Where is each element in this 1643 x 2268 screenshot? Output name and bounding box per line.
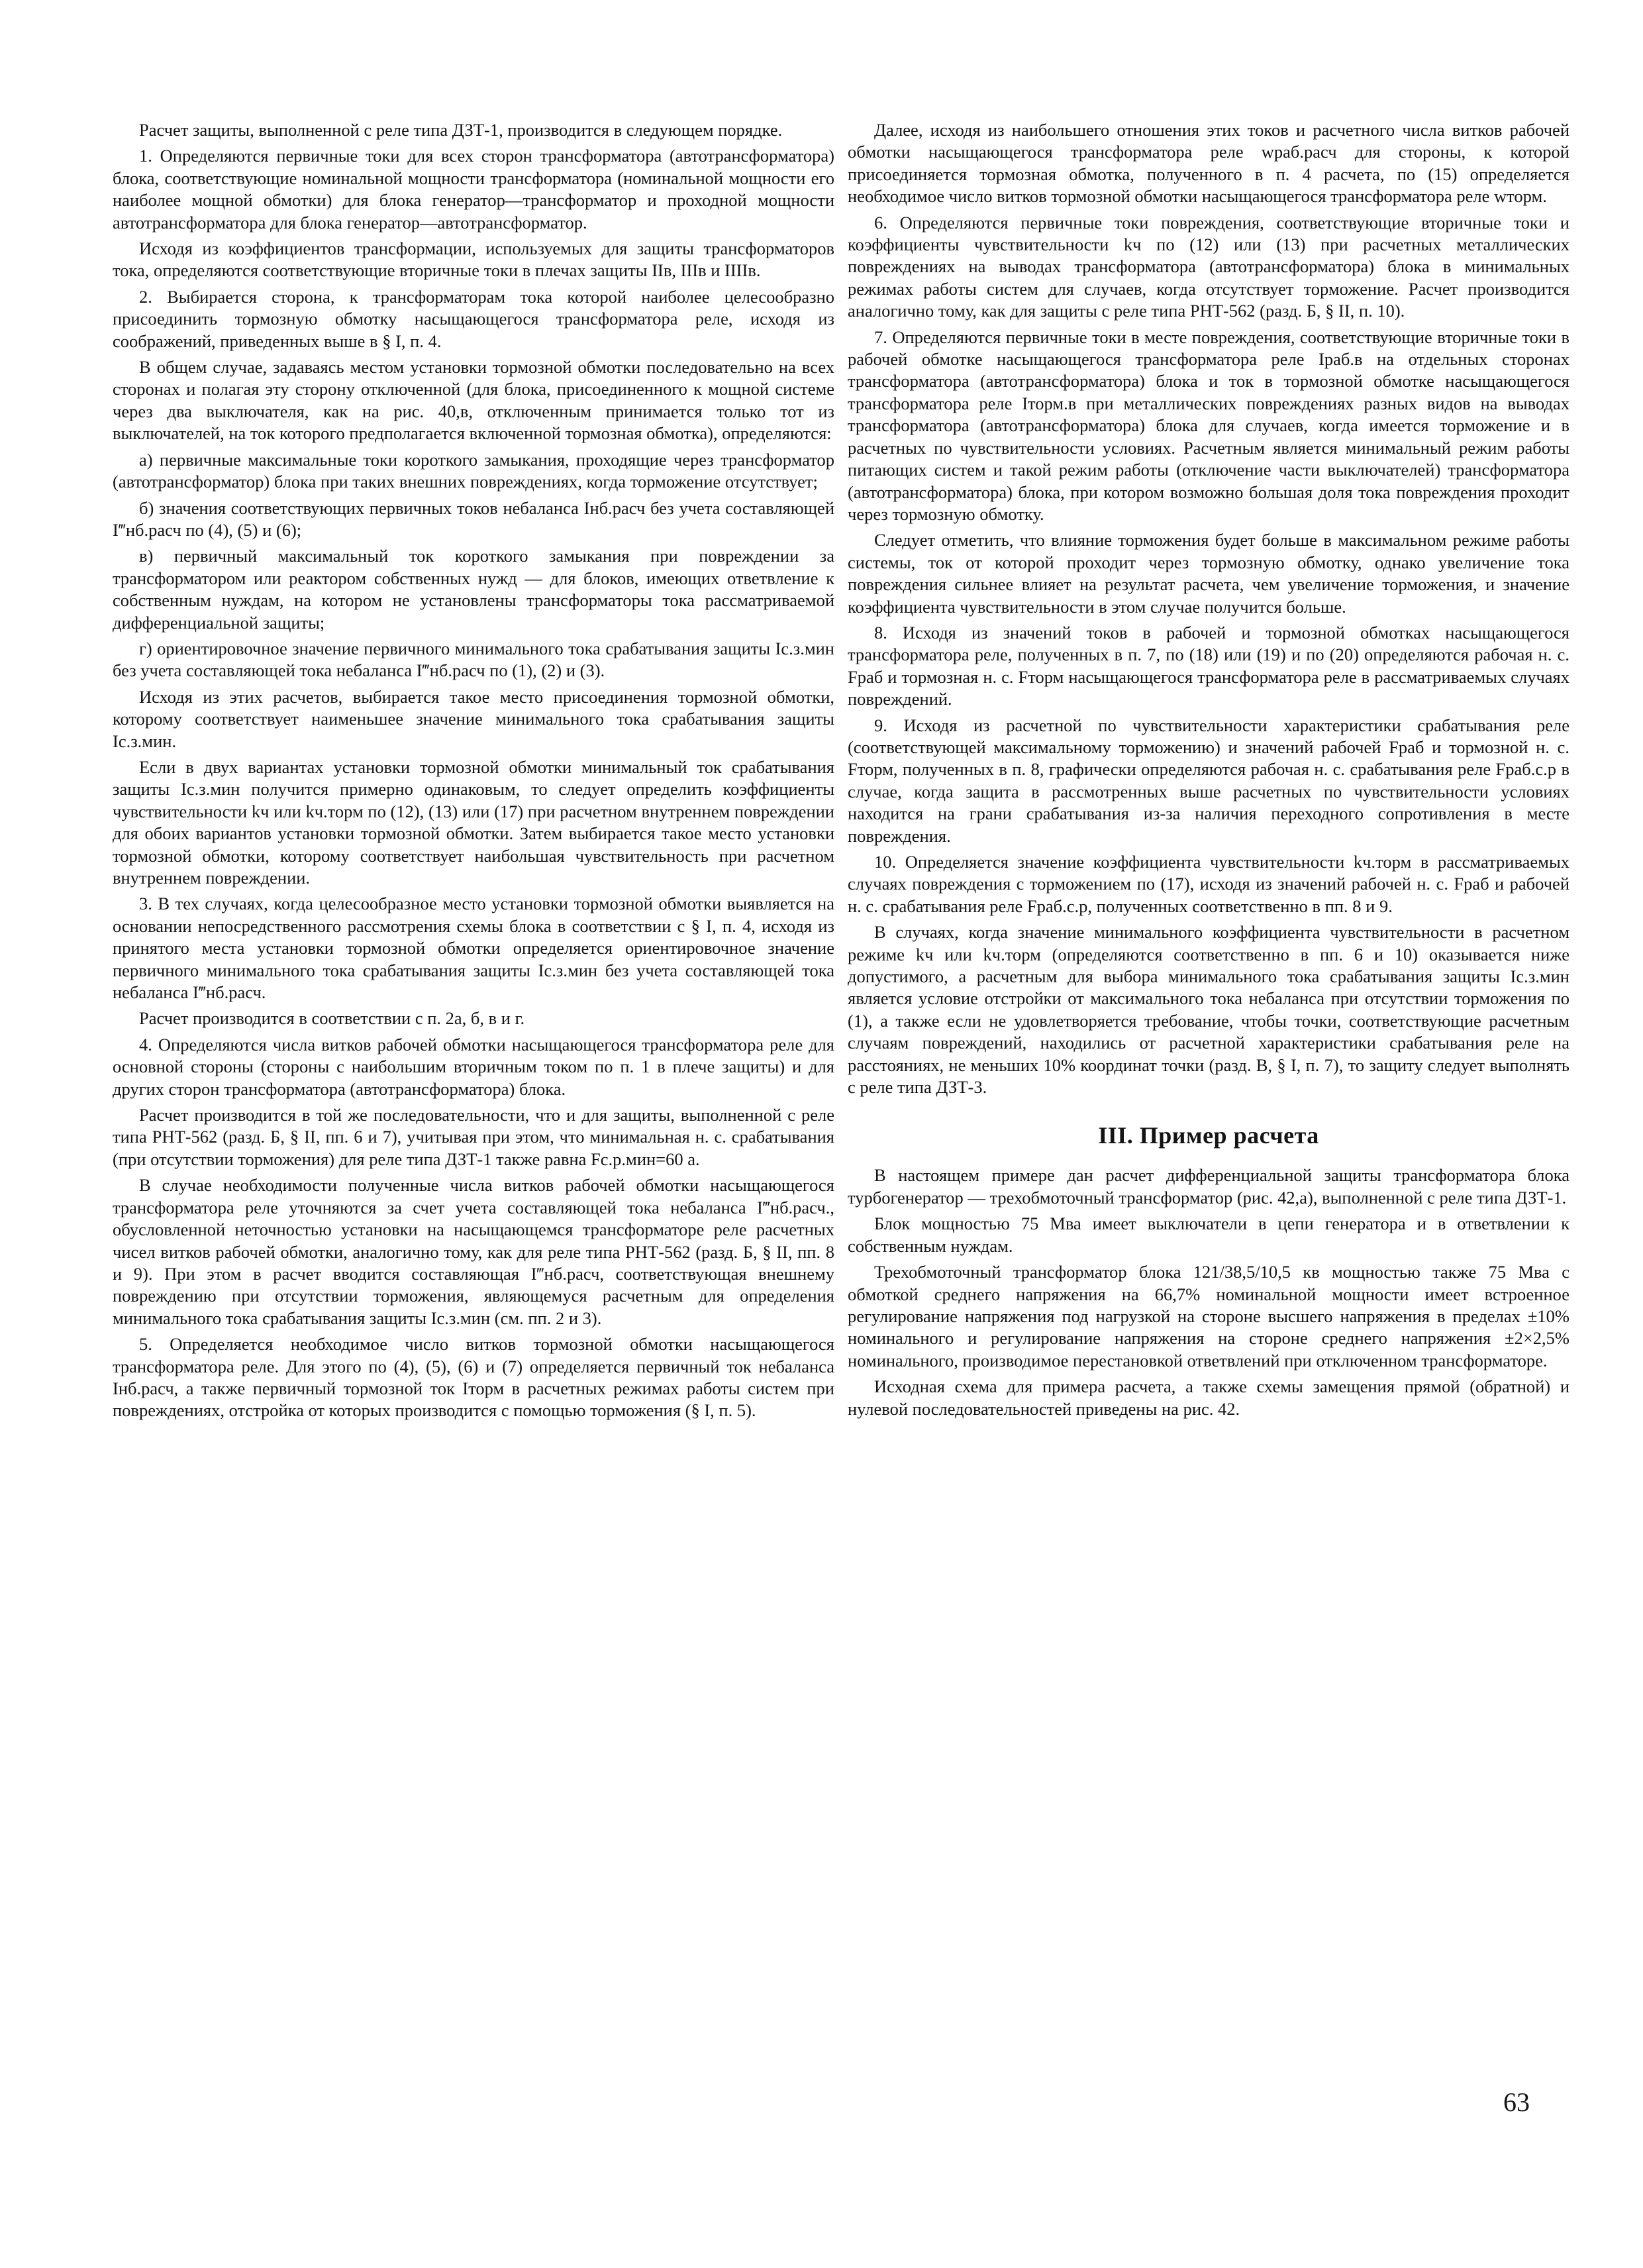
paragraph: В случае необходимости полученные числа витков рабочей обмотки насыщающегося трансформатора реле уточняются за счет учета составляющей тока небаланса I‴нб.расч., обусловленной неточностью установки на насыщающемся трансформаторе реле расчетных чисел витков рабочей обмотки, аналогично тому, как для реле типа РНТ-562 (разд. Б, § II, пп. 8 и 9). При этом в расчет вводится составляющая I‴нб.расч, соответствующая внешнему повреждению при отсутствии торможения, являющемуся расчетным для определения минимального тока срабатывания защиты Iс.з.мин (см. пп. 2 и 3). [113,1175,834,1328]
paragraph: б) значения соответствующих первичных токов небаланса Iнб.расч без учета составляющей I‴нб.расч по (4), (5) и (6); [113,497,834,540]
paragraph: 9. Исходя из расчетной по чувствительности характеристики срабатывания реле (соответствующей максимальному торможению) и значений рабочей Fраб и тормозной н. с. Fторм, полученных в п. 8, графически определяются рабочая н. с. срабатывания реле Fраб.с.р в случае, когда защита в рассмотренных выше расчетных по чувствительности условиях находится на грани срабатывания из-за наличия переходного сопротивления в месте повреждения. [848,715,1569,846]
page-number: 63 [1503,2087,1530,2117]
paragraph: Расчет производится в соответствии с п. 2а, б, в и г. [139,1008,525,1029]
paragraph: Расчет защиты, выполненной с реле типа ДЗТ-1, производится в следующем порядке. [139,120,783,140]
paragraph: 7. Определяются первичные токи в месте повреждения, соответствующие вторичные токи в рабочей обмотке насыщающегося трансформатора реле Iраб.в на отдельных сторонах трансформатора (автотрансформатора) блока и ток в тормозной обмотке насыщающегося трансформатора реле Iторм.в при металлических повреждениях разных видов на выводах трансформатора (автотрансформатора) блока для случаев, когда имеется торможение и в расчетных по чувствительности условиях. Расчетным является минимальный режим работы питающих систем и такой режим работы (отключение части выключателей) трансформатора (автотрансформатора) блока, при котором возможно большая доля тока повреждения проходит через тормозную обмотку. [848,327,1569,524]
section-title: III. Пример расчета [1098,1122,1319,1149]
paragraph: В случаях, когда значение минимального коэффициента чувствительности в расчетном режиме kч или kч.торм (определяются соответственно в пп. 6 и 10) оказывается ниже допустимого, а расчетным для выбора минимального тока срабатывания защиты Iс.з.мин является условие отстройки от максимального тока небаланса при отсутствии торможения по (1), а также если не удовлетворяется требование, чтобы точки, соответствующие расчетным случаям повреждений, находились от расчетной характеристики срабатывания реле на расстояниях, не меньших 10% координат точки (разд. В, § I, п. 7), то защиту следует выполнять с реле типа ДЗТ-3. [848,922,1569,1098]
paragraph: Блок мощностью 75 Мва имеет выключатели в цепи генератора и в ответвлении к собственным нуждам. [848,1213,1569,1256]
paragraph: 5. Определяется необходимое число витков тормозной обмотки насыщающегося трансформатора реле. Для этого по (4), (5), (6) и (7) определяется первичный ток небаланса Iнб.расч, а также первичный тормозной ток Iторм в расчетных режимах работы систем при повреждениях, отстройка от которых производится с помощью торможения (§ I, п. 5). [113,1334,834,1421]
paragraph: 6. Определяются первичные токи повреждения, соответствующие вторичные токи и коэффициенты чувствительности kч по (12) или (13) при расчетных металлических повреждениях на выводах трансформатора (автотрансформатора) блока в минимальных режимах работы систем для случаев, когда отсутствует торможение. Расчет производится аналогично тому, как для защиты с реле типа РНТ-562 (разд. Б, § II, п. 10). [848,212,1569,321]
paragraph: Исходная схема для примера расчета, а также схемы замещения прямой (обратной) и нулевой последовательностей приведены на рис. 42. [848,1376,1569,1419]
paragraph: в) первичный максимальный ток короткого замыкания при повреждении за трансформатором или реактором собственных нужд — для блоков, имеющих ответвление к собственным нуждам, на котором не установлены трансформаторы тока рассматриваемой дифференциальной защиты; [113,546,834,633]
left-column [113,119,834,1426]
paragraph: В общем случае, задаваясь местом установки тормозной обмотки последовательно на всех сторонах и полагая эту сторону отключенной (для блока, присоединенного к мощной системе через два выключателя, как на рис. 40,в, отключенным принимается только тот из выключателей, на ток которого предполагается включенной тормозная обмотка), определяются: [113,357,834,444]
paragraph: а) первичные максимальные токи короткого замыкания, проходящие через трансформатор (автотрансформатор) блока при таких внешних повреждениях, когда торможение отсутствует; [113,449,834,492]
paragraph: Трехобмоточный трансформатор блока 121/38,5/10,5 кв мощностью также 75 Мва с обмоткой среднего напряжения на 66,7% номинальной мощности имеет встроенное регулирование напряжения под нагрузкой на стороне высшего напряжения в пределах ±10% номинального и регулирование напряжения на стороне среднего напряжения ±2×2,5% номинального, производимое перестановкой ответвлений при отключенном трансформаторе. [848,1262,1569,1370]
paragraph: 3. В тех случаях, когда целесообразное место установки тормозной обмотки выявляется на основании непосредственного рассмотрения схемы блока в соответствии с § I, п. 4, исходя из принятого места установки тормозной обмотки определяется ориентировочное значение первичного минимального тока срабатывания защиты Iс.з.мин без учета составляющей тока небаланса I‴нб.расч. [113,894,834,1003]
paragraph: 4. Определяются числа витков рабочей обмотки насыщающегося трансформатора реле для основной стороны (стороны с наибольшим вторичным током по п. 1 в плече защиты) и для других сторон трансформатора (автотрансформатора) блока. [113,1034,834,1099]
paragraph: Исходя из коэффициентов трансформации, используемых для защиты трансформаторов тока, определяются соответствующие вторичные токи в плечах защиты IIв, IIIв и IIIIв. [113,238,834,281]
paragraph: 1. Определяются первичные токи для всех сторон трансформатора (автотрансформатора) блока, соответствующие номинальной мощности трансформатора (номинальной мощности его наиболее мощной обмотки) для блока генератор—трансформатор и проходной мощности автотрансформатора для блока генератор—автотрансформатор. [113,146,834,232]
paragraph: Следует отметить, что влияние торможения будет больше в максимальном режиме работы системы, ток от которой проходит через тормозную обмотку, однако увеличение тока повреждения сильнее влияет на результат расчета, чем увеличение торможения, и значение коэффициента чувствительности в этом случае получится больше. [848,530,1569,617]
paragraph: В настоящем примере дан расчет дифференциальной защиты трансформатора блока турбогенератор — трехобмоточный трансформатор (рис. 42,а), выполненной с реле типа ДЗТ-1. [848,1165,1569,1208]
paragraph: 10. Определяется значение коэффициента чувствительности kч.торм в рассматриваемых случаях повреждения с торможением по (17), исходя из значений рабочей н. с. Fраб и рабочей н. с. срабатывания реле Fраб.с.р, полученных соответственно в пп. 8 и 9. [848,852,1569,916]
paragraph: Расчет производится в той же последовательности, что и для защиты, выполненной с реле типа РНТ-562 (разд. Б, § II, пп. 6 и 7), учитывая при этом, что минимальная н. с. срабатывания (при отсутствии торможения) для реле типа ДЗТ-1 также равна Fс.р.мин=60 а. [113,1105,834,1169]
paragraph: Если в двух вариантах установки тормозной обмотки минимальный ток срабатывания защиты Iс.з.мин получится примерно одинаковым, то следует определить коэффициенты чувствительности kч или kч.торм по (12), (13) или (17) при расчетном внутреннем повреждении для обоих вариантов установки тормозной обмотки. Затем выбирается такое место установки тормозной обмотки, которому соответствует наибольшая чувствительность при расчетном внутреннем повреждении. [113,756,834,888]
paragraph: г) ориентировочное значение первичного минимального тока срабатывания защиты Iс.з.мин без учета составляющей тока небаланса I‴нб.расч по (1), (2) и (3). [113,638,834,681]
right-column [848,119,1569,1424]
paragraph: 2. Выбирается сторона, к трансформаторам тока которой наиболее целесообразно присоединить тормозную обмотку насыщающегося трансформатора реле, исходя из соображений, приведенных выше в § I, п. 4. [113,286,834,351]
paragraph: 8. Исходя из значений токов в рабочей и тормозной обмотках насыщающегося трансформатора реле, полученных в п. 7, по (18) или (19) и по (20) определяются рабочая н. с. Fраб и тормозная н. с. Fторм насыщающегося трансформатора реле в рассматриваемых случаях повреждений. [848,622,1569,709]
paragraph: Далее, исходя из наибольшего отношения этих токов и расчетного числа витков рабочей обмотки насыщающегося трансформатора реле wраб.расч для стороны, к которой присоединяется тормозная обмотка, полученного в п. 4 расчета, по (15) определяется необходимое число витков тормозной обмотки насыщающегося трансформатора реле wторм. [848,120,1569,207]
paragraph: Исходя из этих расчетов, выбирается такое место присоединения тормозной обмотки, которому соответствует наименьшее значение минимального тока срабатывания защиты Iс.з.мин. [113,686,834,751]
